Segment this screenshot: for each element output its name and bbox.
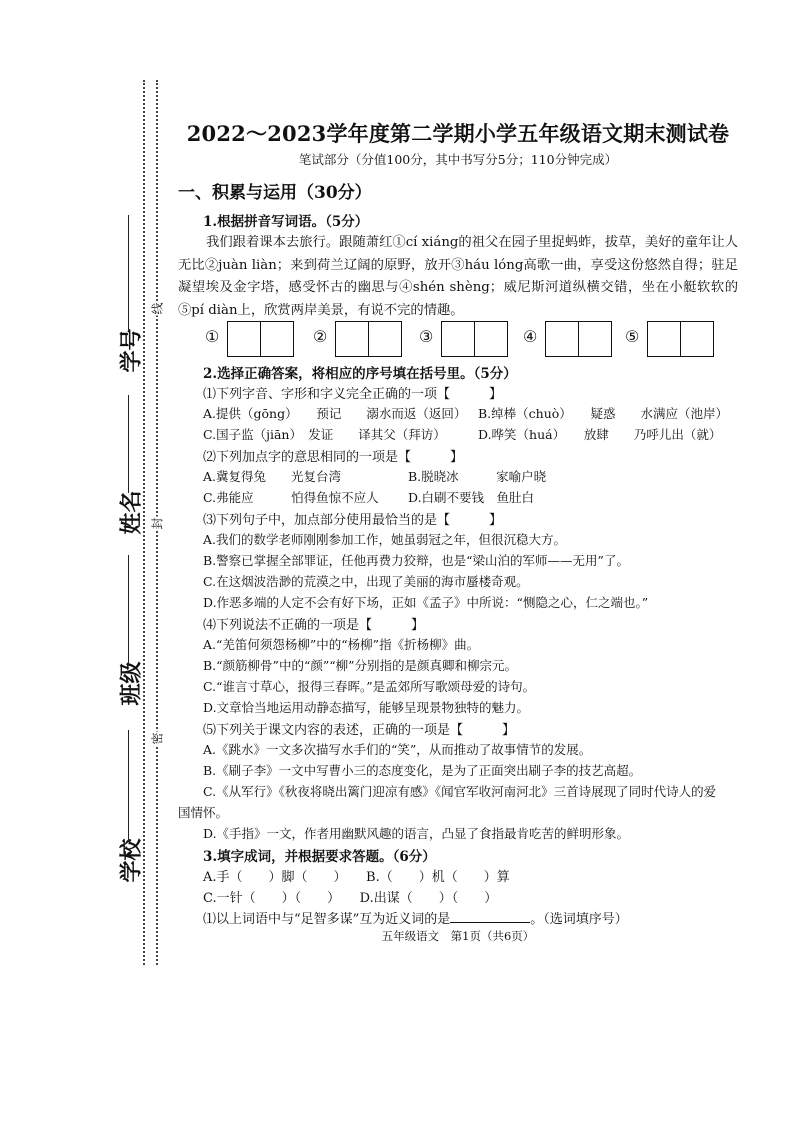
q2-1-option-a: A.提供（gōng） 预记 溺水而返（返回） [203,406,467,421]
q2-2-stem: ⑵下列加点字的意思相同的一项是【 】 [203,450,464,465]
section-title: 一、积累与运用（30分） [178,183,372,203]
pinyin-answer-boxes: ① ② ③ ④ ⑤ [205,321,725,361]
q2-2-option-a: A.冀复得兔 光复台湾 [203,469,342,484]
q2-5-option-c: C.《从军行》《秋夜将晓出篱门迎凉有感》《闻官军收河南河北》三首诗展现了同时代诗人的爱 [203,784,717,799]
class-label: 班级 [118,661,145,706]
school-line[interactable] [128,730,129,842]
exam-title: 2022～2023学年度第二学期小学五年级语文期末测试卷 [186,121,730,146]
q3-row-c[interactable]: C.一针（ ）（ ） D.出谋（ ）（ ） [203,891,498,906]
q2-1-option-c: C.国子监（jiān） 发证 译其父（拜访） [203,427,446,442]
q2-2-option-b: B.脱晓冰 家喻户晓 [408,469,547,484]
q2-2-option-d: D.白刷不要钱 鱼肚白 [408,490,535,505]
exam-subtitle: 笔试部分（分值100分，其中书写分5分；110分钟完成） [298,152,618,167]
question-3-title: 3.填字成词，并根据要求答题。（6分） [203,849,436,865]
student-name-line[interactable] [128,395,129,493]
student-name-label: 姓名 [118,490,145,535]
q3-1-line [203,908,628,927]
q2-5-option-c-cont: 国情怀。 [178,805,229,820]
question-1-title: 1.根据拼音写词语。（5分） [203,214,369,230]
class-line[interactable] [128,555,129,665]
q2-1-stem: ⑴下列字音、字形和字义完全正确的一项【 】 [203,387,503,402]
q2-2-option-c: C.弗能应 怕得鱼惊不应人 [203,490,379,505]
q3-1-suffix: 。（选词填序号） [530,912,628,927]
binding-word-mi: 密 [150,732,165,745]
binding-word-xian: 线 [150,302,165,315]
q2-3-option-c: C.在这烟波浩渺的荒漠之中，出现了美丽的海市蜃楼奇观。 [203,574,529,589]
q3-row-a[interactable]: A.手（ ）脚（ ） B.（ ）机（ ）算 [203,870,510,885]
student-number-label: 学号 [118,328,145,373]
q2-3-stem: ⑶下列句子中，加点部分使用最恰当的是【 】 [203,513,503,528]
student-number-line[interactable] [128,215,129,330]
q3-1-answer-blank[interactable] [450,910,530,923]
q2-4-option-d: D.文章恰当地运用动静态描写，能够呈现景物独特的魅力。 [203,700,530,715]
q2-5-option-b: B.《刷子李》一文中写曹小三的态度变化，是为了正面突出刷子李的技艺高超。 [203,763,642,778]
page-footer: 五年级语文 第1页（共6页） [381,929,535,943]
binding-word-feng: 封 [150,517,165,530]
q2-1-option-b: B.绰棒（chuò） 疑惑 水满应（池岸） [478,406,729,421]
q2-5-option-d: D.《手指》一文，作者用幽默风趣的语言，凸显了食指最肯吃苦的鲜明形象。 [203,826,630,841]
q2-5-option-a: A.《跳水》一文多次描写水手们的“笑”，从而推动了故事情节的发展。 [203,742,592,757]
q2-4-option-b: B.“颜筋柳骨”中的“颜”“柳”分别指的是颜真卿和柳宗元。 [203,658,518,673]
q2-1-option-d: D.哗笑（huá） 放肆 乃呼儿出（就） [478,427,722,442]
q2-5-stem: ⑸下列关于课文内容的表述，正确的一项是【 】 [203,723,516,738]
q2-3-option-d: D.作恶多端的人定不会有好下场，正如《孟子》中所说：“恻隐之心，仁之端也。” [203,595,649,610]
q2-4-option-c: C.“谁言寸草心，报得三春晖。”是孟郊所写歌颂母爱的诗句。 [203,679,536,694]
question-2-title: 2.选择正确答案，将相应的序号填在括号里。（5分） [203,366,517,382]
q2-3-option-a: A.我们的数学老师刚刚参加工作，她虽弱冠之年，但很沉稳大方。 [203,532,567,547]
question-1-paragraph: 我们跟着课本去旅行。跟随萧红①cí xiáng的祖父在园子里捉蚂蚱，拔草，美好的童年让人无比②juàn liàn；来到荷兰辽阔的原野，放开③háu lóng高歌一曲，享受这份悠然自得；驻足凝望埃及金字塔，感受怀古的幽思与④shén shèng；威尼斯河道纵横交错，坐在小艇软软的⑤pí diàn上，欣赏两岸美景，有说不完的情趣。 [178,235,738,318]
school-label: 学校 [118,838,145,883]
q3-1-prompt: ⑴以上词语中与“足智多谋”互为近义词的是 [203,912,451,927]
q2-3-option-b: B.警察已掌握全部罪证，任他再费力狡辩，也是“梁山泊的军师——无用”了。 [203,553,629,568]
q2-4-stem: ⑷下列说法不正确的一项是【 】 [203,618,425,633]
q2-4-option-a: A.“羌笛何须怨杨柳”中的“杨柳”指《折杨柳》曲。 [203,637,480,652]
